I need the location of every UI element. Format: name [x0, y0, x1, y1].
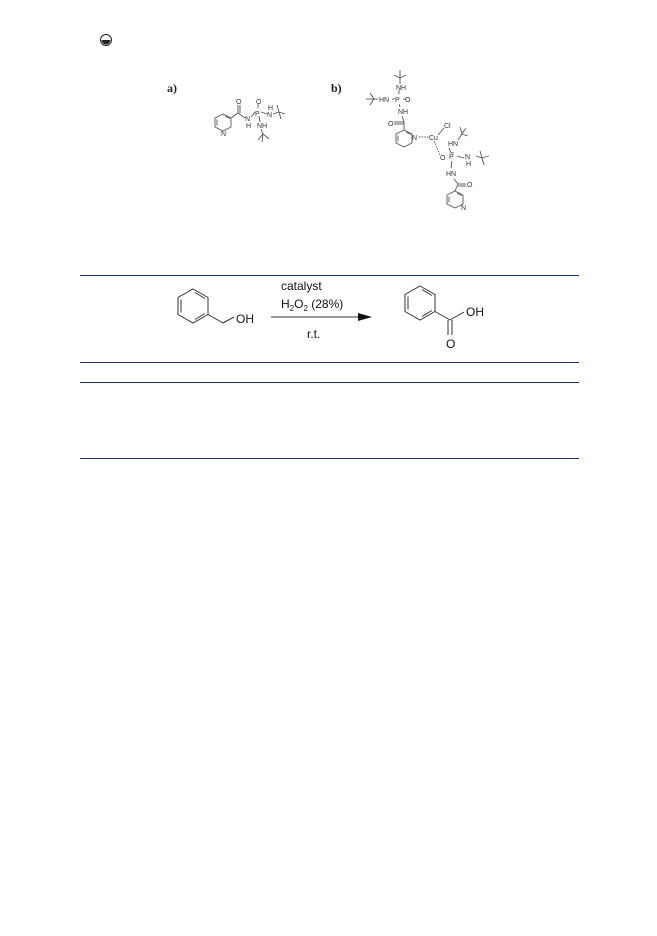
atom-top-phosphorus: P — [395, 97, 400, 104]
atom-right-h: H — [268, 105, 274, 112]
atom-mid-nh: NH — [398, 109, 409, 116]
atom-ring-n: N — [221, 131, 227, 138]
atom-chlorine: Cl — [444, 123, 451, 130]
atom-carbonyl-o: O — [236, 99, 242, 106]
atom-right-n: N — [465, 154, 471, 161]
atom-right-n: N — [267, 112, 273, 119]
rule-bottom — [80, 458, 579, 459]
product-benzoic-acid — [405, 286, 484, 351]
atom-top-nh: NH — [396, 85, 407, 92]
atom-phosphorus: P — [255, 111, 260, 118]
reaction-scheme — [160, 277, 500, 361]
condition-catalyst: catalyst — [281, 279, 322, 293]
atom-lower-nh: NH — [257, 123, 268, 130]
product-carbonyl-o-label: O — [446, 337, 456, 351]
atom-carbonyl-o: O — [388, 121, 394, 128]
reaction-arrowhead — [358, 313, 372, 321]
atom-bottom-carbonyl-o: O — [467, 182, 473, 189]
figure-label-a: a) — [167, 81, 177, 95]
atom-bottom-ring-n: N — [461, 205, 467, 212]
circle-target-icon — [99, 33, 113, 47]
atom-bottom-hn: HN — [446, 171, 457, 178]
atom-left-hn: HN — [379, 97, 390, 104]
reactant-benzyl-alcohol — [178, 289, 254, 326]
reactant-oh-label: OH — [236, 312, 254, 326]
structure-b — [362, 66, 504, 216]
atom-bridging-o: O — [440, 155, 446, 162]
structure-a — [205, 92, 305, 148]
atom-phosphoryl-o: O — [256, 99, 262, 106]
atom-right-hn: HN — [448, 141, 459, 148]
atom-ring-n: N — [412, 135, 418, 142]
condition-temperature: r.t. — [307, 327, 321, 341]
rule-mid-2 — [80, 382, 579, 383]
condition-oxidant: $H_2O_2$ (28%) — [281, 297, 344, 313]
atom-amide-n: N — [245, 116, 251, 123]
product-oh-label: OH — [466, 305, 484, 319]
atom-copper: Cu — [429, 135, 438, 142]
atom-top-phosphoryl-o: O — [405, 97, 411, 104]
rule-mid-1 — [80, 362, 579, 363]
atom-bottom-phosphorus: P — [449, 154, 454, 161]
atom-amide-h: H — [246, 123, 252, 130]
atom-right-h: H — [466, 161, 472, 168]
figure-label-b: b) — [331, 81, 342, 95]
rule-top — [80, 275, 579, 276]
